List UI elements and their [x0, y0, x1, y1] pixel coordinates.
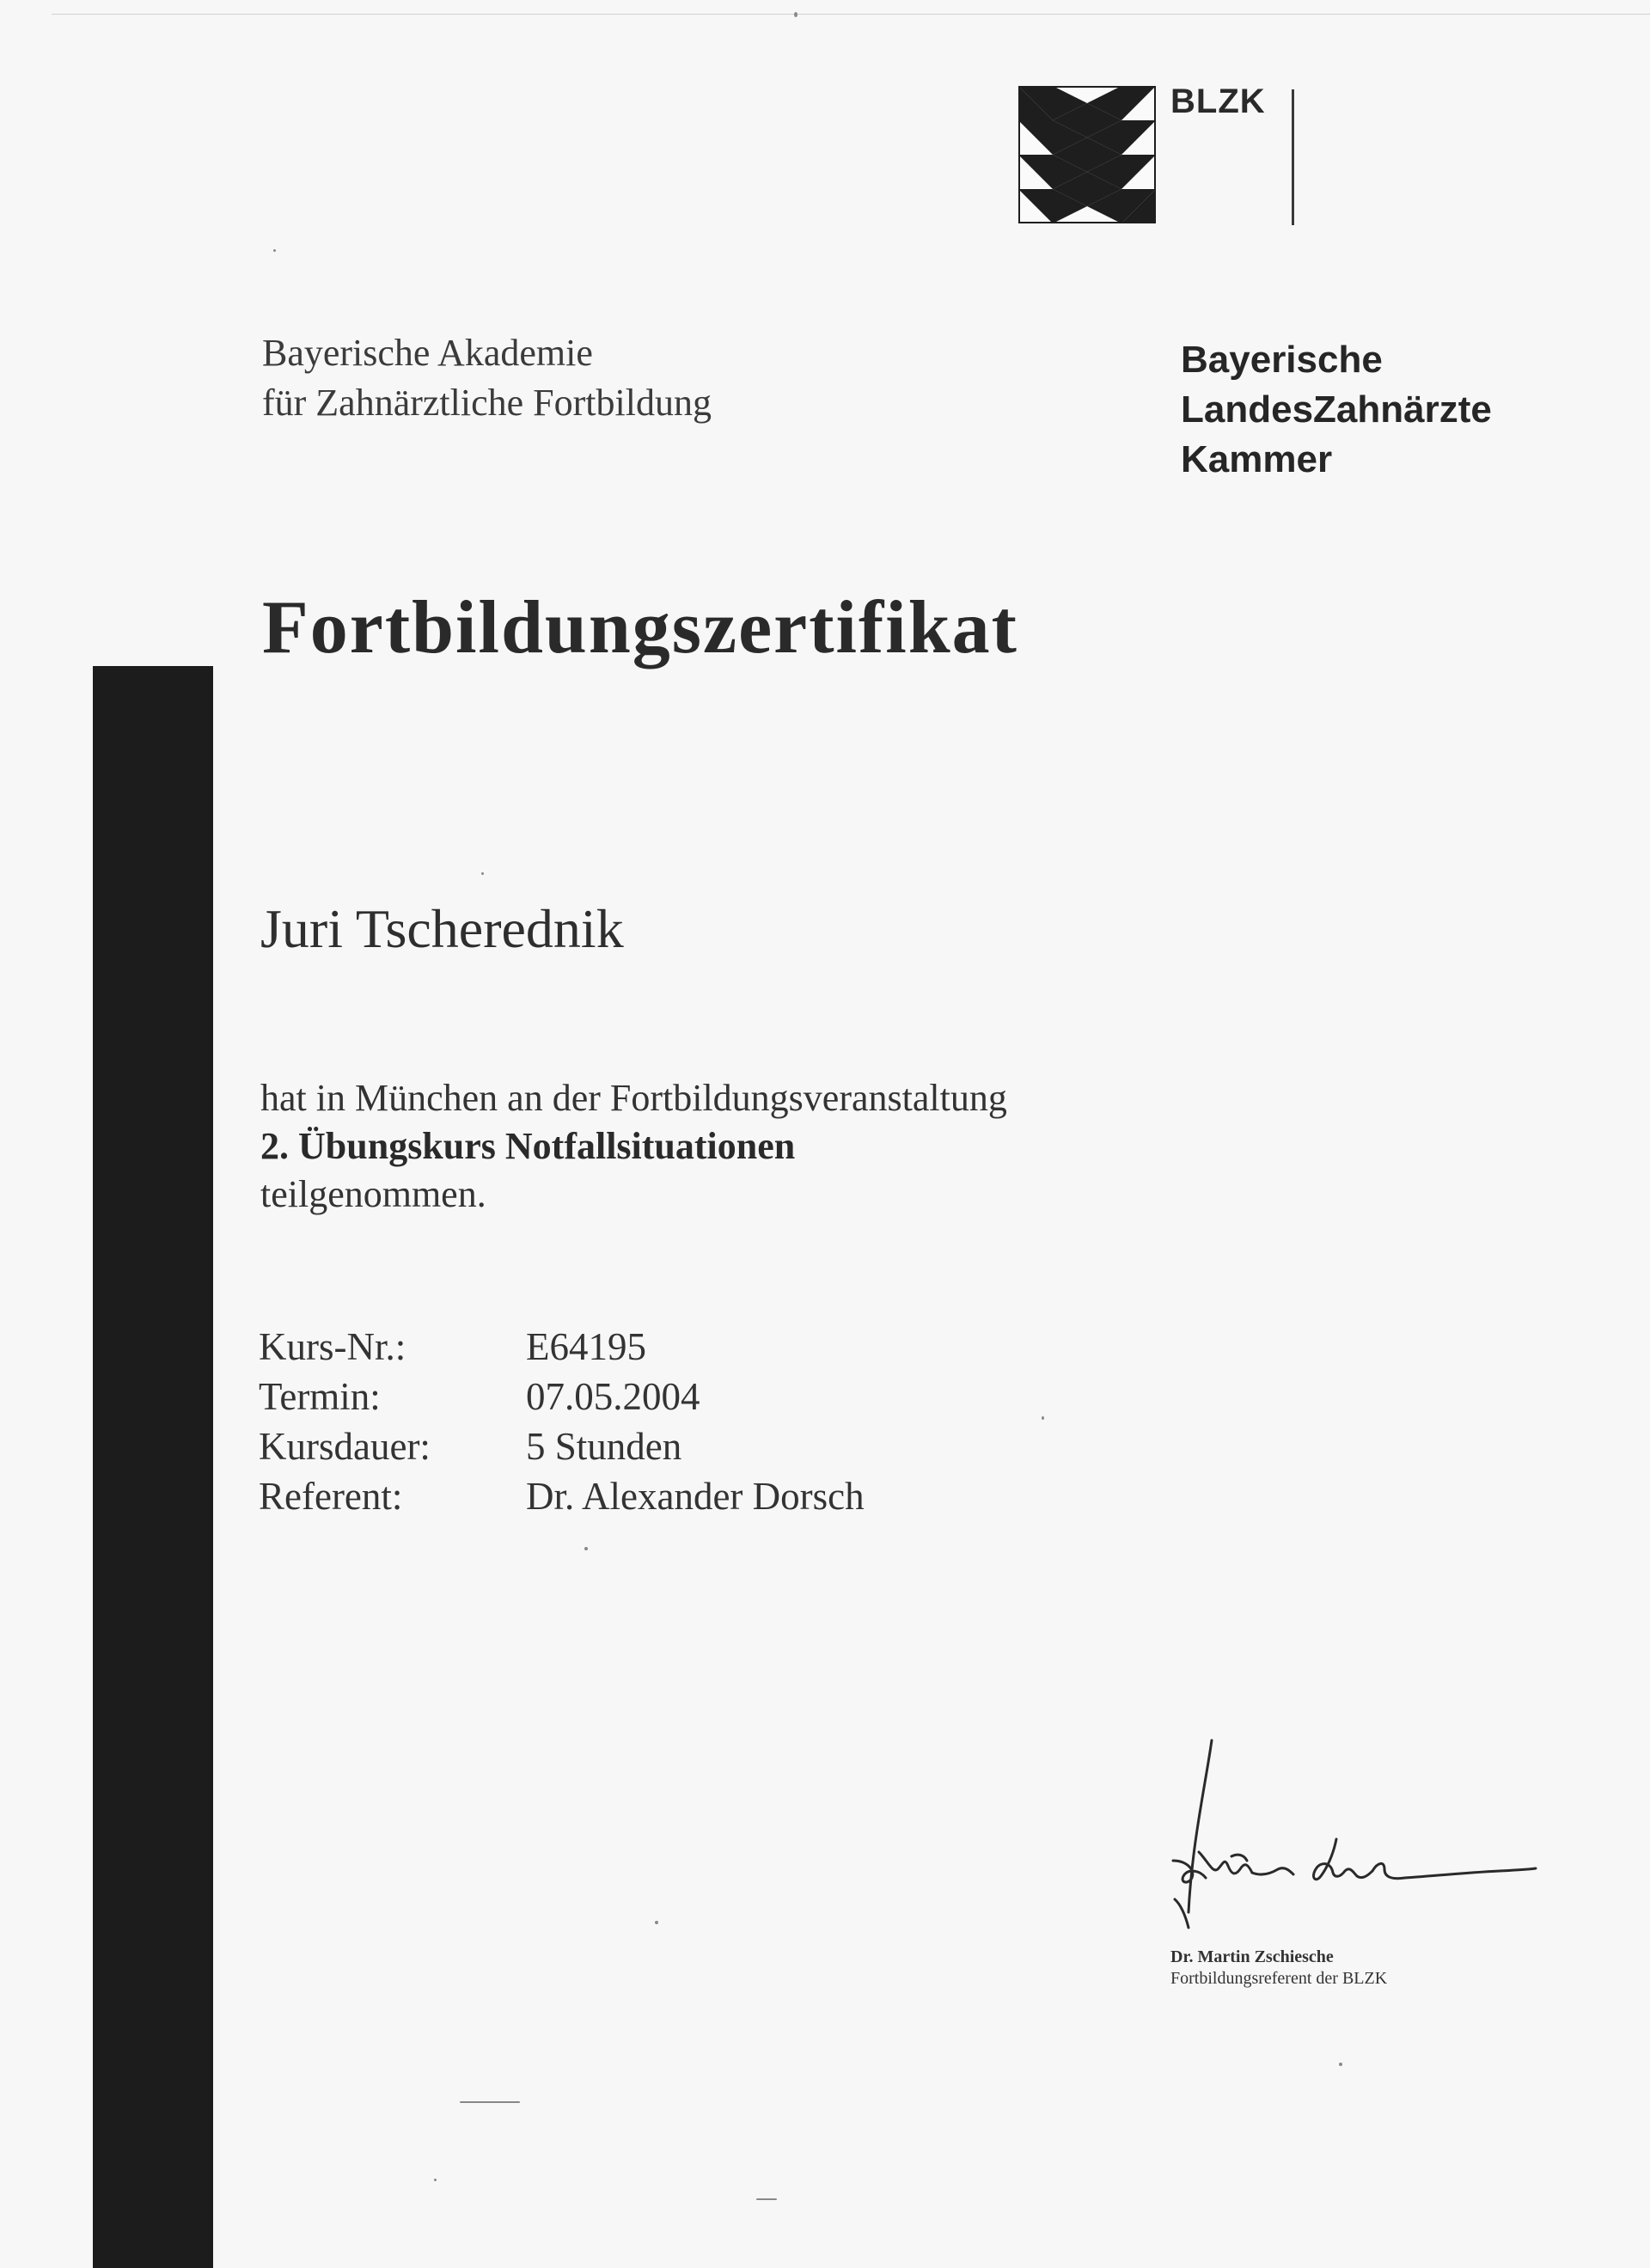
course-details — [259, 1322, 865, 1521]
bavarian-lozenge-icon — [1018, 86, 1156, 223]
detail-value: 5 Stunden — [526, 1425, 682, 1468]
chamber-name — [1181, 335, 1492, 485]
detail-row-speaker — [259, 1471, 865, 1521]
detail-label: Kursdauer: — [259, 1425, 431, 1468]
detail-label: Referent: — [259, 1475, 403, 1518]
detail-label: Kurs-Nr.: — [259, 1325, 406, 1368]
chamber-line-3: Kammer — [1181, 438, 1333, 480]
scan-speck — [756, 2198, 777, 2200]
detail-row-duration — [259, 1421, 865, 1471]
detail-row-date — [259, 1372, 865, 1421]
certificate-title: Fortbildungszertifikat — [262, 586, 1018, 669]
course-title: 2. Übungskurs Notfallsituationen — [260, 1125, 796, 1167]
scan-speck — [434, 2179, 437, 2181]
participation-line-1: hat in München an der Fortbildungsveranstaltung — [260, 1077, 1007, 1119]
scan-speck — [460, 2101, 520, 2103]
detail-value: 07.05.2004 — [526, 1375, 700, 1418]
handwritten-signature — [1139, 1732, 1551, 1938]
recipient-name: Juri Tscherednik — [260, 898, 624, 959]
signer-block — [1170, 1947, 1387, 1990]
participation-statement — [260, 1074, 1007, 1219]
scan-edge-line — [52, 14, 1650, 15]
side-bar — [93, 666, 213, 2268]
scan-speck — [1339, 2063, 1342, 2066]
scan-speck — [794, 12, 798, 17]
chamber-line-2: LandesZahnärzte — [1181, 388, 1492, 431]
academy-name — [262, 328, 712, 428]
scan-speck — [481, 872, 484, 875]
detail-label: Termin: — [259, 1375, 381, 1418]
scan-speck — [584, 1547, 588, 1550]
chamber-line-1: Bayerische — [1181, 339, 1383, 381]
detail-row-course-number — [259, 1322, 865, 1372]
participation-line-3: teilgenommen. — [260, 1173, 486, 1215]
detail-value: Dr. Alexander Dorsch — [526, 1475, 865, 1518]
scan-speck — [655, 1921, 658, 1924]
logo-divider — [1292, 89, 1294, 225]
scan-speck — [1042, 1416, 1044, 1420]
academy-line-2: für Zahnärztliche Fortbildung — [262, 382, 712, 424]
signer-role: Fortbildungsreferent der BLZK — [1170, 1969, 1388, 1988]
scan-speck — [273, 249, 276, 252]
signer-name: Dr. Martin Zschiesche — [1170, 1947, 1334, 1966]
detail-value: E64195 — [526, 1325, 646, 1368]
academy-line-1: Bayerische Akademie — [262, 332, 593, 374]
logo-abbreviation: BLZK — [1170, 83, 1266, 120]
